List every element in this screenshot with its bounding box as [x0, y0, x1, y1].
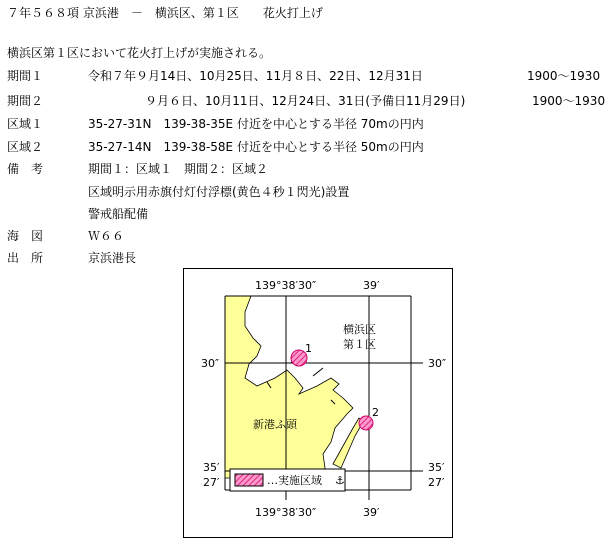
area2-value: 35-27-14N 139-38-58E 付近を中心とする半径 50mの円内 [88, 140, 424, 154]
area1-value: 35-27-31N 139-38-35E 付近を中心とする半径 70mの円内 [88, 117, 424, 131]
pier-label: 新港ふ頭 [253, 418, 297, 431]
period1-time: 1900～1930 [527, 69, 601, 83]
lat-30-right-label: 30″ [428, 357, 447, 370]
area1-label: 区域１ [7, 117, 44, 131]
period1-label: 期間１ [7, 69, 44, 83]
chart-label: 海 図 [7, 229, 44, 243]
period2-time: 1900～1930 [532, 94, 606, 108]
area2-label: 区域２ [7, 140, 44, 154]
remarks-label: 備 考 [7, 162, 44, 176]
source-label: 出 所 [7, 251, 44, 265]
location-map [183, 268, 453, 538]
lat-35-right-label: 35′ [428, 461, 445, 474]
notice-intro: 横浜区第１区において花火打上げが実施される。 [7, 46, 272, 60]
notice-title: ７年５６８項 京浜港 － 横浜区、第１区 花火打上げ [7, 6, 323, 20]
lat-27-left-label: 27′ [203, 476, 220, 489]
bottom-lon-left-label: 139°38′30″ [255, 506, 317, 519]
anchor-icon: ⚓ [335, 474, 345, 487]
marker-1-label: 1 [305, 342, 312, 355]
top-lon-left-label: 139°38′30″ [255, 279, 317, 292]
remarks-line: 区域明示用赤旗付灯付浮標(黄色４秒１閃光)設置 [88, 185, 350, 199]
lat-30-left-label: 30″ [201, 357, 220, 370]
legend-label: …実施区域 [267, 474, 322, 487]
top-lon-right-label: 39′ [363, 279, 380, 292]
chart-value: Ｗ６６ [88, 229, 125, 243]
remarks-line: 期間１：区域１ 期間２：区域２ [88, 162, 269, 176]
lat-35-left-label: 35′ [203, 461, 220, 474]
period1-value: 令和７年９月14日、10月25日、11月８日、22日、12月31日 [88, 69, 423, 83]
zone-2-circle [359, 416, 373, 430]
area-label-line2: 第１区 [343, 338, 376, 351]
period2-label: 期間２ [7, 94, 44, 108]
legend-swatch [235, 474, 263, 486]
period2-value: ９月６日、10月11日、12月24日、31日(予備日11月29日) [145, 94, 466, 108]
bottom-lon-right-label: 39′ [363, 506, 380, 519]
lat-27-right-label: 27′ [428, 476, 445, 489]
source-value: 京浜港長 [88, 251, 137, 265]
remarks-line: 警戒船配備 [88, 207, 149, 221]
marker-2-label: 2 [372, 406, 379, 419]
area-label-line1: 横浜区 [343, 323, 376, 336]
